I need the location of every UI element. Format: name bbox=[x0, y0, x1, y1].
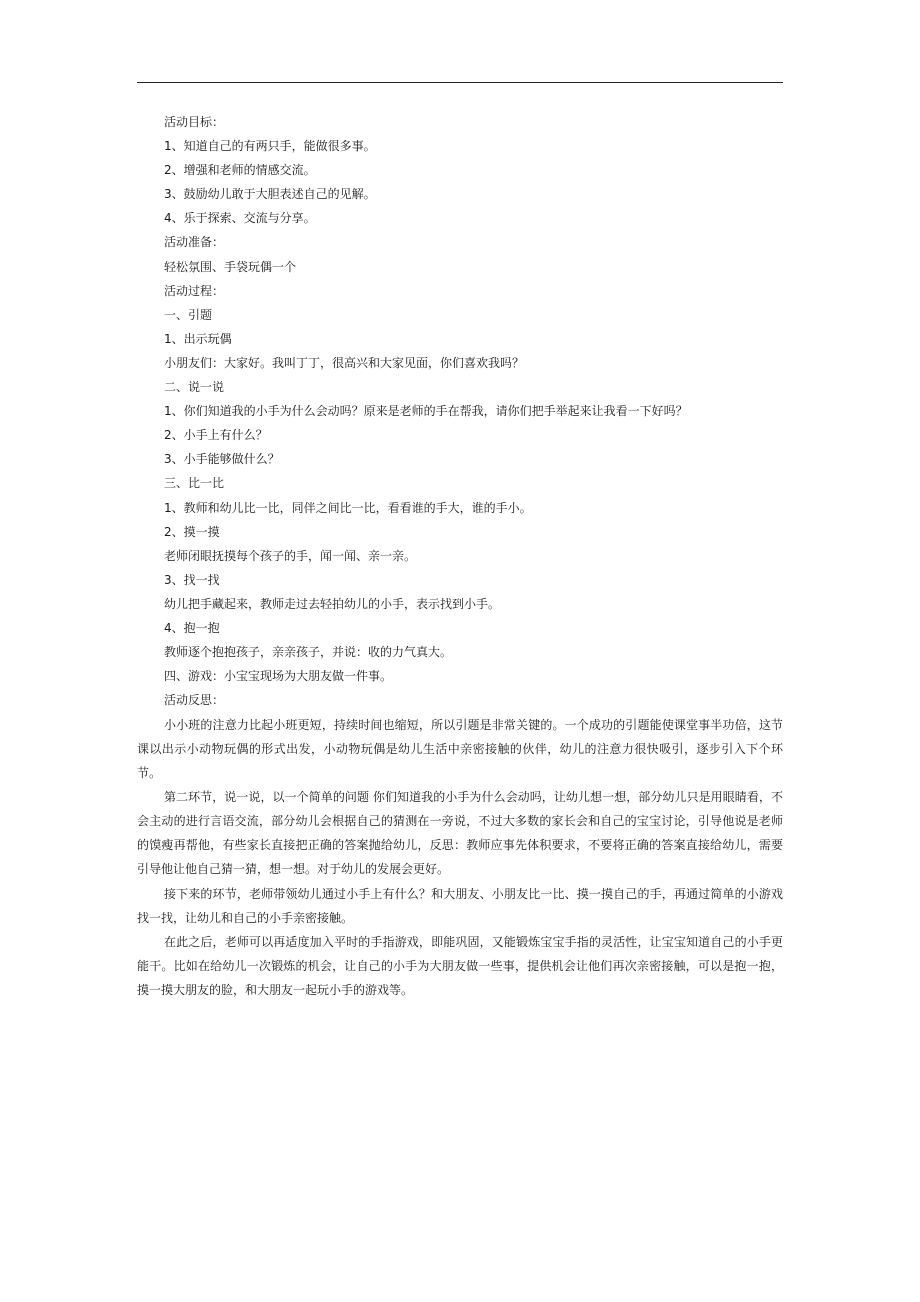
reflection-paragraph: 小小班的注意力比起小班更短，持续时间也缩短，所以引题是非常关键的。一个成功的引题能使课堂事半功倍，这节课以出示小动物玩偶的形式出发，小动物玩偶是幼儿生活中亲密接触的伙伴，幼儿的注意力很快吸引，逐步引入下个环节。 bbox=[137, 717, 783, 781]
step-text: 教师逐个抱抱孩子，亲亲孩子，并说：收的力气真大。 bbox=[164, 645, 453, 660]
section-heading-process: 活动过程： bbox=[164, 283, 225, 298]
step-item: 3、找一找 bbox=[164, 572, 220, 587]
goal-item: 4、乐于探索、交流与分享。 bbox=[164, 211, 316, 226]
section-heading-preparation: 活动准备： bbox=[164, 235, 225, 250]
goal-item: 3、鼓励幼儿敢于大胆表述自己的见解。 bbox=[164, 187, 376, 202]
step-text: 小朋友们：大家好。我叫丁丁，很高兴和大家见面，你们喜欢我吗？ bbox=[164, 355, 525, 370]
step-item: 1、你们知道我的小手为什么会动吗？原来是老师的手在帮我，请你们把手举起来让我看一下好吗？ bbox=[164, 404, 688, 419]
step-item: 1、教师和幼儿比一比，同伴之间比一比，看看谁的手大，谁的手小。 bbox=[164, 500, 532, 515]
goal-item: 2、增强和老师的情感交流。 bbox=[164, 163, 316, 178]
step-heading: 四、游戏：小宝宝现场为大朋友做一件事。 bbox=[164, 669, 393, 684]
step-heading: 一、引题 bbox=[164, 307, 213, 322]
reflection-paragraph: 第二环节，说一说，以一个简单的问题 你们知道我的小手为什么会动吗，让幼儿想一想，部分幼儿只是用眼睛看，不会主动的进行言语交流，部分幼儿会根据自己的猜测在一旁说，不过大多数的家长会和自己的宝宝讨论，引导他说是老师的馍瘦再帮他，有些家长直接把正确的答案抛给幼儿，反思：教师应事先体积要求，不要将正确的答案直接给幼儿，需要引导他让他自己猜一猜，想一想。对于幼儿的发展会更好。 bbox=[137, 790, 783, 877]
preparation-text: 轻松氛围、手袋玩偶一个 bbox=[164, 259, 297, 274]
header-rule bbox=[137, 82, 783, 83]
step-item: 2、小手上有什么？ bbox=[164, 428, 268, 443]
step-text: 幼儿把手藏起来，教师走过去轻拍幼儿的小手，表示找到小手。 bbox=[164, 596, 501, 611]
goal-item: 1、知道自己的有两只手，能做很多事。 bbox=[164, 139, 376, 154]
reflection-paragraph: 在此之后，老师可以再适度加入平时的手指游戏，即能巩固，又能锻炼宝宝手指的灵活性，让宝宝知道自己的小手更能干。比如在给幼儿一次锻炼的机会，让自己的小手为大朋友做一些事，提供机会让他们再次亲密接触，可以是抱一抱，摸一摸大朋友的脸，和大朋友一起玩小手的游戏等。 bbox=[137, 934, 783, 997]
step-item: 4、抱一抱 bbox=[164, 620, 220, 635]
step-item: 1、出示玩偶 bbox=[164, 331, 232, 346]
step-text: 老师闭眼抚摸每个孩子的手，闻一闻、亲一亲。 bbox=[164, 548, 417, 563]
step-item: 2、摸一摸 bbox=[164, 524, 220, 539]
step-heading: 三、比一比 bbox=[164, 476, 225, 491]
reflection-paragraph: 接下来的环节，老师带领幼儿通过小手上有什么？和大朋友、小朋友比一比、摸一摸自己的手，再通过简单的小游戏找一找，让幼儿和自己的小手亲密接触。 bbox=[137, 886, 783, 925]
section-heading-reflection: 活动反思： bbox=[164, 693, 225, 708]
document-body bbox=[137, 114, 783, 1002]
step-heading: 二、说一说 bbox=[164, 380, 225, 395]
step-item: 3、小手能够做什么？ bbox=[164, 452, 280, 467]
section-heading-goals: 活动目标： bbox=[164, 115, 225, 129]
